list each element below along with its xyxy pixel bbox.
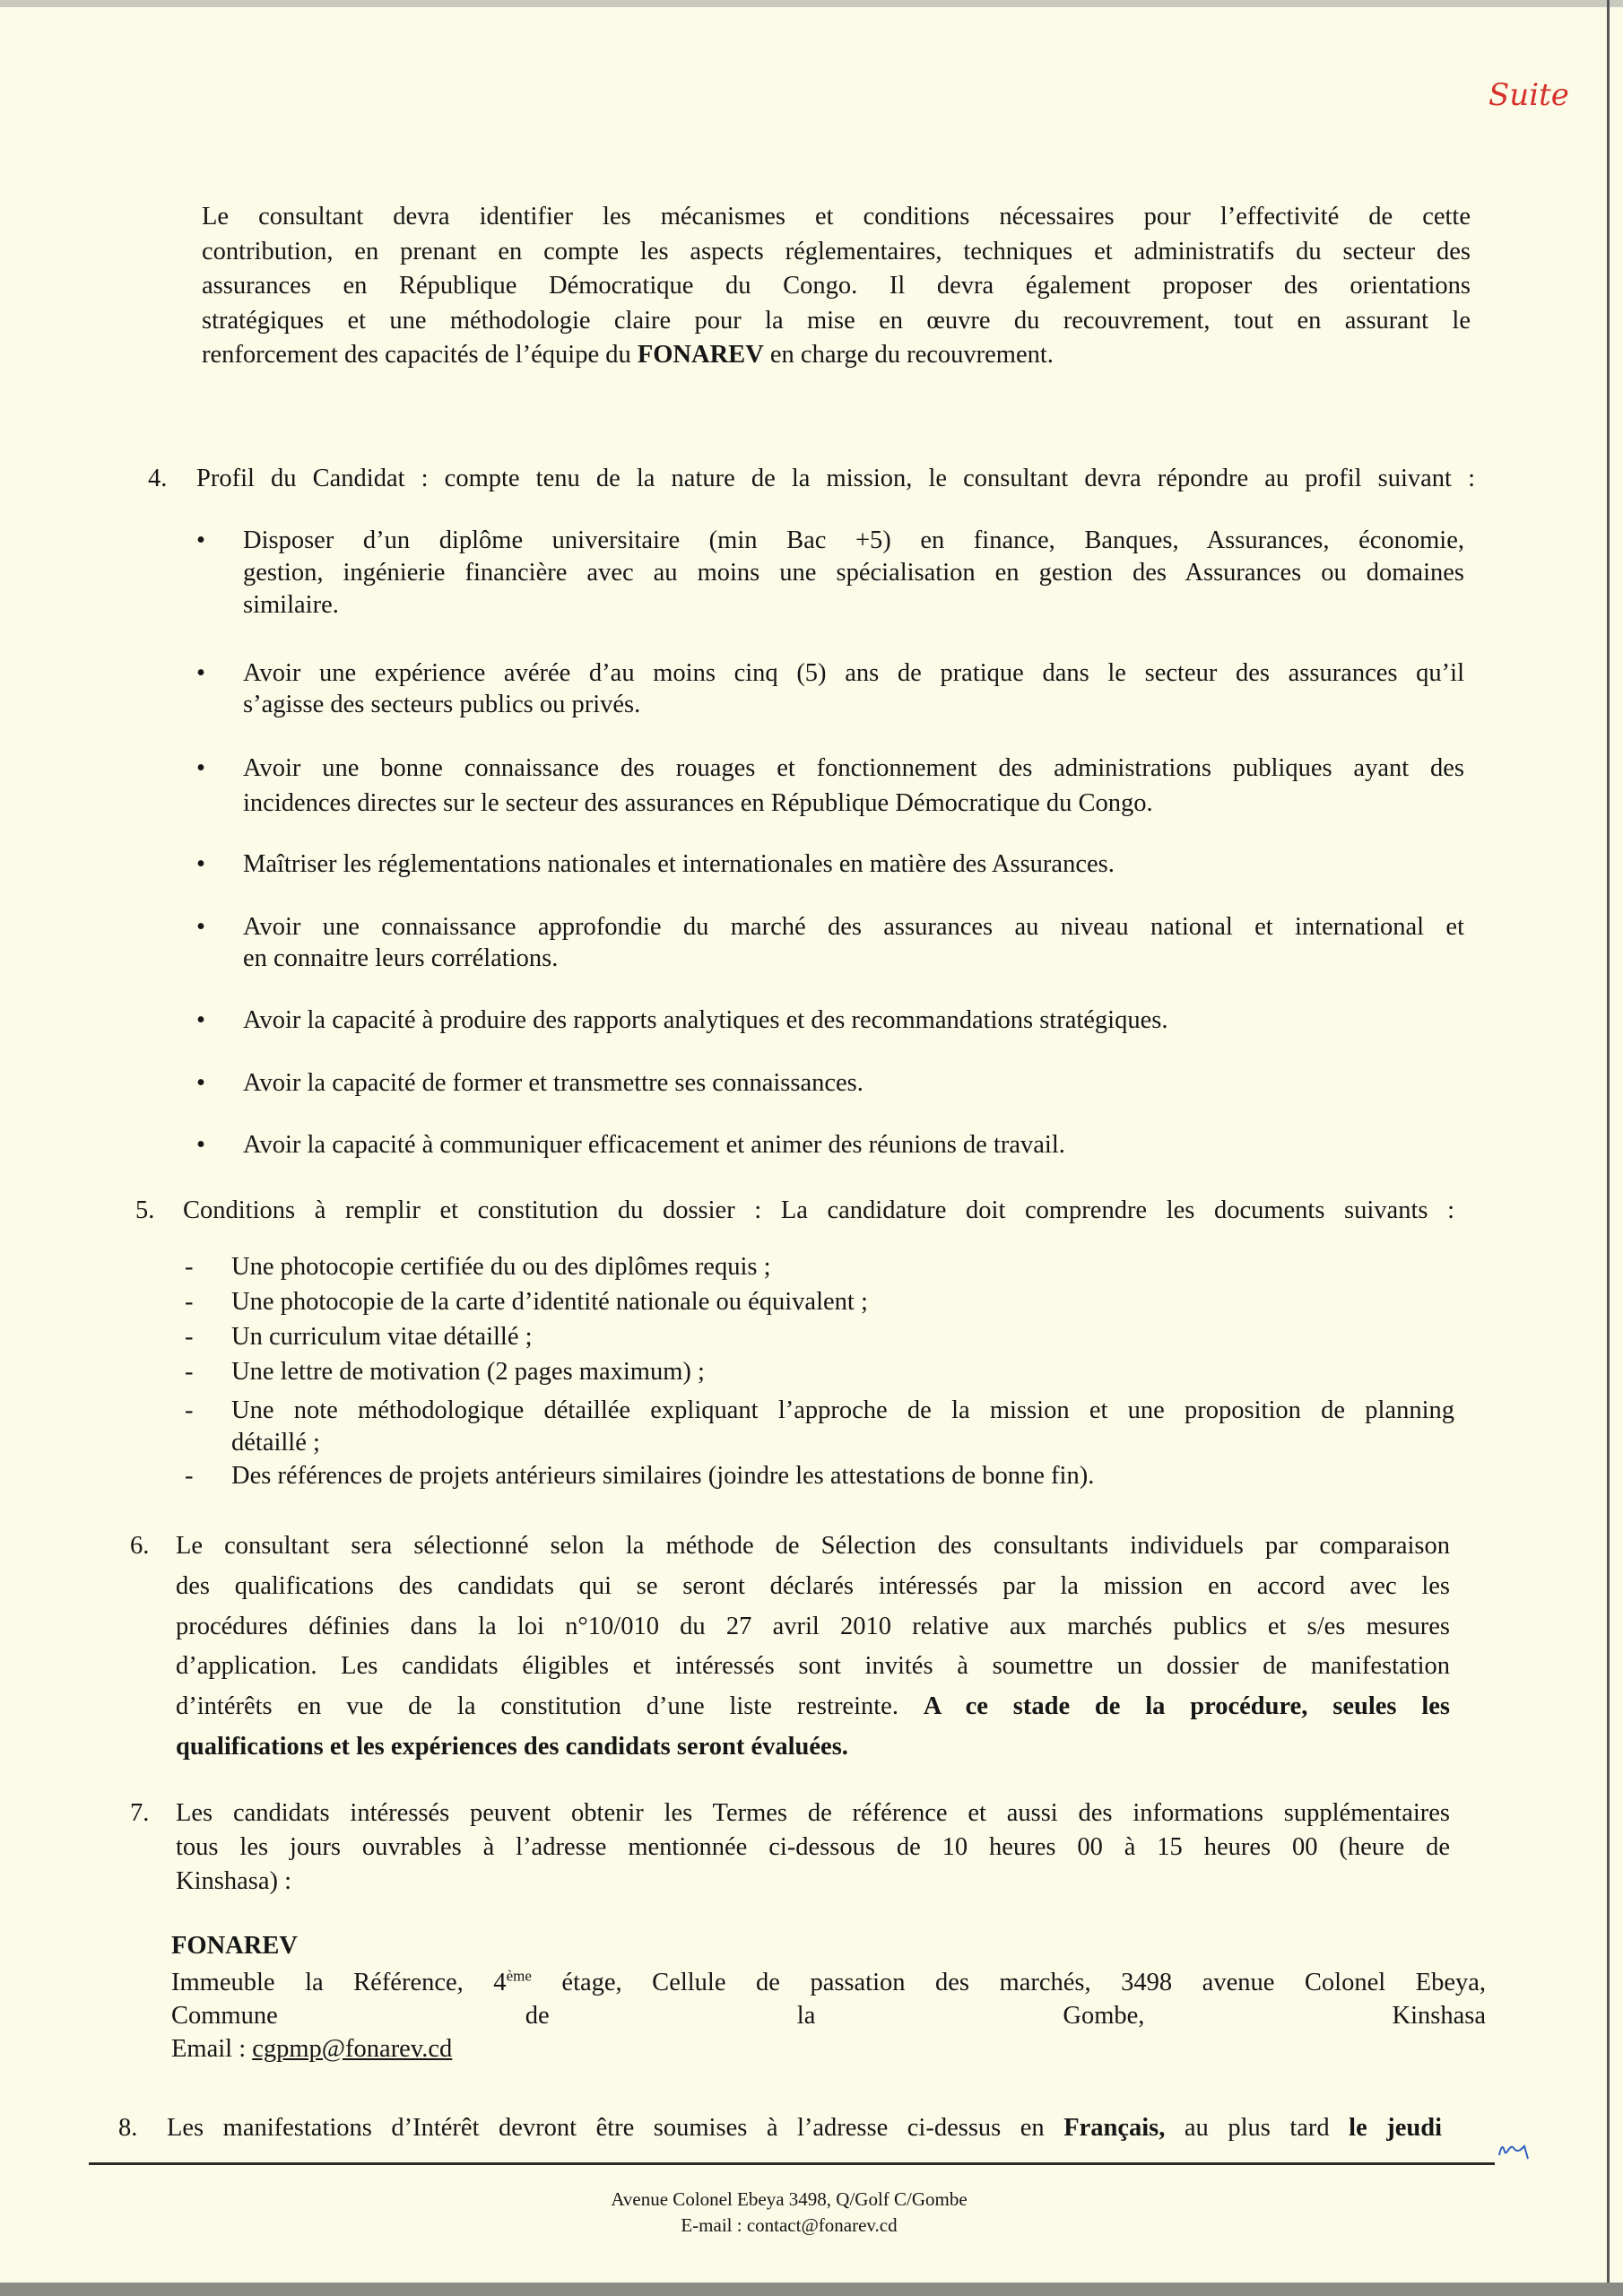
item-8-submission-marker: 8. bbox=[118, 2114, 138, 2142]
document-item-marker: - bbox=[185, 1462, 194, 1490]
profile-bullet-line: Avoir la capacité à produire des rapports analytiques et des recommandations stratégiques. bbox=[243, 1006, 1168, 1034]
text-span: ème bbox=[506, 1967, 532, 1985]
bold-text: Français, bbox=[1063, 2114, 1166, 2142]
document-item-marker: - bbox=[185, 1358, 194, 1386]
item-6-selection-line: Le consultant sera sélectionné selon la méthode de Sélection des consultants individuels par comparaison bbox=[176, 1532, 1450, 1560]
address-details-line: Commune de la Gombe, Kinshasa bbox=[171, 2002, 1486, 2030]
profile-bullet-marker: • bbox=[196, 1069, 205, 1097]
document-item-marker: - bbox=[185, 1396, 194, 1424]
footer-address: Avenue Colonel Ebeya 3498, Q/Golf C/Gombe bbox=[611, 2188, 968, 2210]
text-span: au plus tard bbox=[1165, 2114, 1350, 2142]
document-item-marker: - bbox=[185, 1323, 194, 1351]
profile-bullet-marker: • bbox=[196, 913, 205, 941]
bold-text: A ce stade de la procédure, seules les bbox=[923, 1692, 1450, 1721]
continuation-mark: Suite bbox=[1488, 77, 1569, 113]
profile-bullet-marker: • bbox=[196, 659, 205, 687]
profile-bullet-line: Avoir une connaissance approfondie du marché des assurances au niveau national et international et bbox=[243, 913, 1464, 941]
email-link[interactable]: cgpmp@fonarev.cd bbox=[252, 2035, 453, 2063]
item-6-selection-marker: 6. bbox=[130, 1532, 150, 1560]
document-item-line: Un curriculum vitae détaillé ; bbox=[231, 1323, 533, 1351]
footer-divider bbox=[89, 2162, 1495, 2165]
item-6-selection-line: des qualifications des candidats qui se seront déclarés intéressés par la mission en accord avec les bbox=[176, 1571, 1450, 1600]
scan-right-edge bbox=[1607, 0, 1610, 2296]
profile-bullet-line: en connaitre leurs corrélations. bbox=[243, 944, 559, 972]
scan-top-edge bbox=[0, 0, 1623, 7]
intro-paragraph-line: Le consultant devra identifier les mécanismes et conditions nécessaires pour l’effectivité de cette bbox=[202, 203, 1471, 230]
scan-bottom-edge bbox=[0, 2283, 1623, 2296]
address-details-line bbox=[171, 2031, 452, 2067]
profile-bullet-line: Disposer d’un diplôme universitaire (min Bac +5) en finance, Banques, Assurances, économie, bbox=[243, 526, 1464, 554]
text-span: Email : bbox=[171, 2035, 253, 2063]
item-4-profil-marker: 4. bbox=[148, 465, 168, 492]
profile-bullet-line: Maîtriser les réglementations nationales et internationales en matière des Assurances. bbox=[243, 850, 1115, 878]
address-details-line bbox=[171, 1965, 1486, 2001]
document-item-line: Une lettre de motivation (2 pages maximum) ; bbox=[231, 1358, 705, 1386]
profile-bullet-marker: • bbox=[196, 526, 205, 554]
profile-bullet-line: similaire. bbox=[243, 591, 339, 619]
text-span: en charge du recouvrement. bbox=[763, 341, 1054, 369]
intro-paragraph-line: stratégiques et une méthodologie claire pour la mise en œuvre du recouvrement, tout en assurant le bbox=[202, 306, 1471, 335]
intro-paragraph-line: contribution, en prenant en compte les aspects réglementaires, techniques et administratifs du secteur des bbox=[202, 237, 1471, 265]
handwritten-initials bbox=[1497, 2139, 1533, 2161]
item-6-selection-line: procédures définies dans la loi n°10/010 du 27 avril 2010 relative aux marchés publics et s/es mesures bbox=[176, 1612, 1450, 1640]
text-span: d’intérêts en vue de la constitution d’une liste restreinte. bbox=[176, 1692, 924, 1721]
item-7-information-marker: 7. bbox=[130, 1799, 150, 1827]
document-item-marker: - bbox=[185, 1253, 194, 1281]
footer-email: E-mail : contact@fonarev.cd bbox=[681, 2214, 898, 2236]
intro-paragraph-line: assurances en République Démocratique du Congo. Il devra également proposer des orientations bbox=[202, 272, 1471, 300]
item-5-conditions-line: Conditions à remplir et constitution du dossier : La candidature doit comprendre les documents suivants : bbox=[183, 1196, 1454, 1224]
item-7-information-line: Kinshasa) : bbox=[176, 1867, 292, 1895]
profile-bullet-line: s’agisse des secteurs publics ou privés. bbox=[243, 691, 641, 718]
item-8-submission-line bbox=[167, 2110, 1442, 2146]
profile-bullet-line: Avoir une expérience avérée d’au moins cinq (5) ans de pratique dans le secteur des assurances qu’il bbox=[243, 659, 1464, 687]
text-span: Immeuble la Référence, 4 bbox=[171, 1969, 507, 1996]
bold-text: FONAREV bbox=[637, 341, 764, 369]
item-6-selection-line: d’application. Les candidats éligibles et intéressés sont invités à soumettre un dossier de manifestation bbox=[176, 1652, 1450, 1681]
item-5-conditions-marker: 5. bbox=[135, 1196, 155, 1224]
bold-text: qualifications et les expériences des candidats seront évaluées. bbox=[176, 1733, 848, 1761]
text-span: Les manifestations d’Intérêt devront être soumises à l’adresse ci-dessus en bbox=[167, 2114, 1064, 2142]
profile-bullet-marker: • bbox=[196, 754, 205, 782]
address-name-line bbox=[171, 1928, 298, 1964]
item-6-selection-line bbox=[176, 1689, 1450, 1725]
document-item-line: Une note méthodologique détaillée expliquant l’approche de la mission et une proposition de planning bbox=[231, 1396, 1454, 1424]
document-item-line: Des références de projets antérieurs similaires (joindre les attestations de bonne fin). bbox=[231, 1462, 1095, 1490]
profile-bullet-marker: • bbox=[196, 850, 205, 878]
document-item-line: Une photocopie de la carte d’identité nationale ou équivalent ; bbox=[231, 1288, 868, 1316]
item-4-profil-line: Profil du Candidat : compte tenu de la nature de la mission, le consultant devra répondre au profil suivant : bbox=[196, 465, 1475, 492]
profile-bullet-line: Avoir une bonne connaissance des rouages et fonctionnement des administrations publiques ayant des bbox=[243, 754, 1464, 782]
intro-paragraph-line bbox=[202, 337, 1054, 373]
document-item-line: Une photocopie certifiée du ou des diplômes requis ; bbox=[231, 1253, 771, 1281]
profile-bullet-line: Avoir la capacité de former et transmettre ses connaissances. bbox=[243, 1069, 864, 1097]
item-6-selection-line bbox=[176, 1729, 848, 1765]
profile-bullet-line: gestion, ingénierie financière avec au moins une spécialisation en gestion des Assurances ou domaines bbox=[243, 559, 1464, 587]
text-span: renforcement des capacités de l’équipe du bbox=[202, 341, 638, 369]
text-span: étage, Cellule de passation des marchés, 3498 avenue Colonel Ebeya, bbox=[531, 1969, 1486, 1996]
profile-bullet-marker: • bbox=[196, 1131, 205, 1159]
profile-bullet-line: incidences directes sur le secteur des assurances en République Démocratique du Congo. bbox=[243, 789, 1153, 817]
item-7-information-line: Les candidats intéressés peuvent obtenir les Termes de référence et aussi des informations supplémentaires bbox=[176, 1799, 1450, 1827]
document-item-marker: - bbox=[185, 1288, 194, 1316]
profile-bullet-line: Avoir la capacité à communiquer efficacement et animer des réunions de travail. bbox=[243, 1131, 1065, 1159]
bold-text: FONAREV bbox=[171, 1932, 298, 1960]
profile-bullet-marker: • bbox=[196, 1006, 205, 1034]
item-7-information-line: tous les jours ouvrables à l’adresse mentionnée ci-dessous de 10 heures 00 à 15 heures 00 (heure de bbox=[176, 1833, 1450, 1861]
document-item-line: détaillé ; bbox=[231, 1429, 320, 1457]
bold-text: le jeudi bbox=[1349, 2114, 1442, 2142]
